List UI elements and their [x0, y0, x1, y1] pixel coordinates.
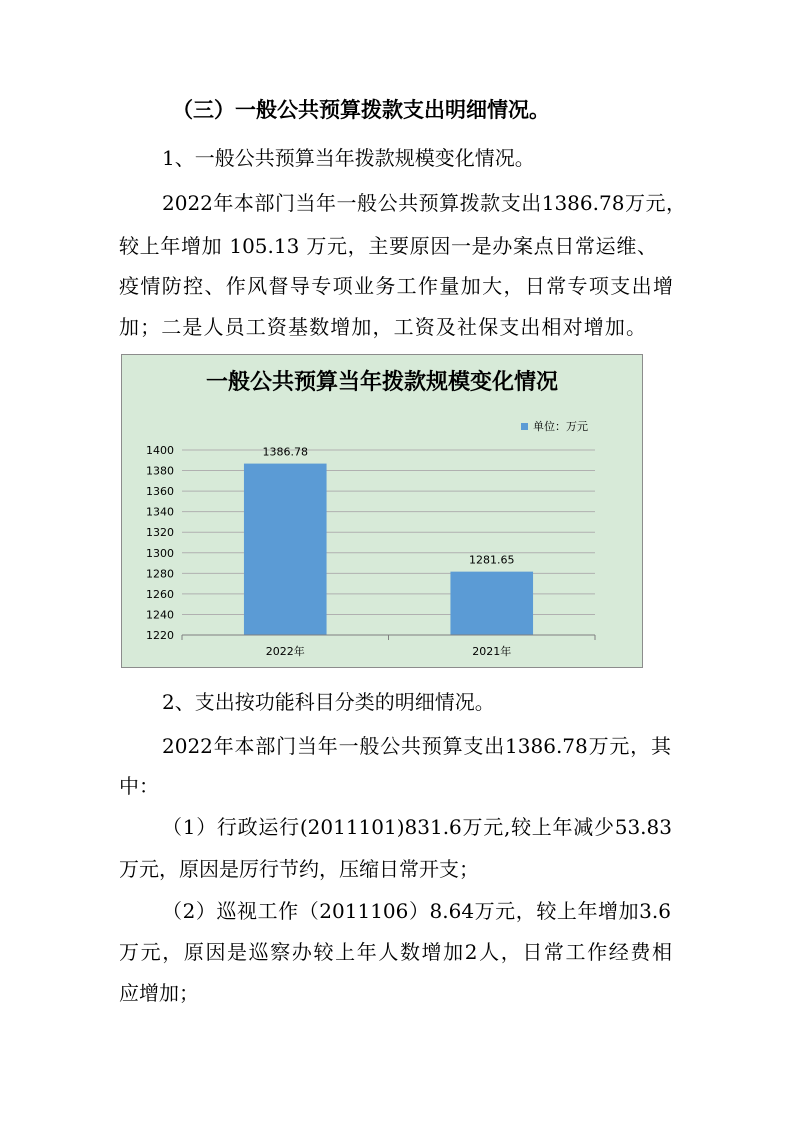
chart-plot: [122, 355, 642, 667]
section-heading: （三）一般公共预算拨款支出明细情况。: [172, 98, 550, 122]
subsection-title-1: 1、一般公共预算当年拨款规模变化情况。: [162, 146, 535, 170]
subsection-title-2: 2、支出按功能科目分类的明细情况。: [162, 690, 495, 714]
legend-label: 单位：万元: [533, 420, 588, 433]
bar-chart: [121, 354, 643, 668]
y-tick-label: 1240: [146, 608, 174, 622]
chart-title: 一般公共预算当年拨款规模变化情况: [205, 370, 558, 395]
bar: [450, 572, 533, 635]
paragraph-4-line-1: （2）巡视工作（2011106）8.64万元，较上年增加3.6: [162, 899, 671, 923]
bar: [244, 464, 327, 635]
x-tick-label: 2021年: [472, 645, 512, 658]
x-tick-label: 2022年: [265, 645, 305, 658]
paragraph-2-line-1: 2022年本部门当年一般公共预算支出1386.78万元，其: [162, 734, 671, 758]
paragraph-1-line-4: 加；二是人员工资基数增加，工资及社保支出相对增加。: [119, 315, 646, 339]
y-tick-label: 1380: [146, 464, 174, 478]
paragraph-4-line-2: 万元，原因是巡察办较上年人数增加2人，日常工作经费相: [119, 940, 672, 964]
y-tick-label: 1300: [146, 546, 174, 560]
paragraph-1-line-1: 2022年本部门当年一般公共预算拨款支出1386.78万元，: [162, 191, 686, 215]
y-tick-label: 1360: [146, 485, 174, 499]
paragraph-2-line-2: 中：: [119, 774, 159, 798]
paragraph-3-line-2: 万元，原因是厉行节约，压缩日常开支；: [119, 857, 479, 881]
y-tick-label: 1320: [146, 526, 174, 540]
paragraph-1-line-3: 疫情防控、作风督导专项业务工作量加大，日常专项支出增: [119, 274, 673, 298]
y-tick-label: 1220: [146, 629, 174, 642]
paragraph-3-line-1: （1）行政运行(2011101)831.6万元,较上年减少53.83: [162, 815, 672, 839]
paragraph-4-line-3: 应增加；: [119, 981, 199, 1005]
y-tick-label: 1340: [146, 505, 174, 519]
y-tick-label: 1260: [146, 587, 174, 601]
y-tick-label: 1280: [146, 567, 174, 581]
data-label: 1386.78: [262, 445, 308, 459]
paragraph-1-line-2: 较上年增加 105.13 万元，主要原因一是办案点日常运维、: [119, 234, 657, 258]
y-tick-label: 1400: [146, 444, 174, 457]
data-label: 1281.65: [469, 553, 515, 567]
